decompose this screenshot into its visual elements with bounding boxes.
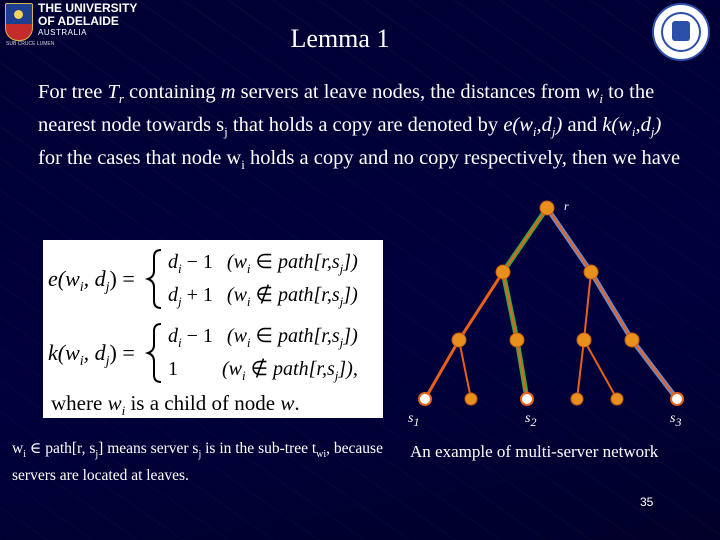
footnote-sub: wi (316, 449, 327, 461)
footnote-sub: i (23, 449, 26, 461)
tree-node-root (540, 201, 554, 215)
para-k-function: k(w (602, 114, 632, 137)
tree-node (584, 265, 598, 279)
para-w-sub: i (599, 91, 603, 107)
footnote-part: is in the sub-tree t (201, 440, 317, 457)
tree-label-s2: s2 (525, 411, 537, 429)
footnote-part: , because servers are located at leaves. (12, 440, 383, 485)
tree-node (510, 333, 524, 347)
para-text: ,d (536, 114, 552, 137)
footnote-sub: j (198, 449, 202, 461)
tree-node (625, 333, 639, 347)
para-tree-symbol: T (107, 81, 119, 103)
para-text: holds a copy and no copy respectively, then we have (244, 147, 681, 170)
tree-node (452, 333, 466, 347)
footnote-part: ∈ path[r, s (25, 440, 96, 457)
university-name-line2: OF ADELAIDE (38, 14, 119, 28)
para-sub: i (631, 124, 636, 140)
edge-right-rightchild (591, 272, 632, 340)
formula-where-line: where $w_i$ is a child of node w. (51, 391, 300, 418)
formula-k-row2: 1 ($w_i$ ∉ $path[r,s_j]$), (168, 358, 358, 383)
para-text: ) (654, 114, 662, 137)
para-e-function: e(w (503, 114, 533, 137)
para-text: and (562, 114, 603, 137)
tree-node (577, 333, 591, 347)
tree-leaf-server-s1 (419, 393, 431, 405)
para-sub: i (532, 124, 537, 140)
para-tree-sub: r (118, 91, 124, 107)
tree-label-root: r (564, 199, 569, 213)
slide-title: Lemma 1 (290, 24, 390, 53)
para-sub: j (650, 124, 655, 140)
footnote-part: w (12, 440, 24, 457)
tree-leaf (465, 393, 477, 405)
edge-leaf (577, 340, 584, 399)
edge-leaf (517, 340, 527, 399)
university-name-line1: THE UNIVERSITY (38, 1, 138, 15)
university-name-line3: AUSTRALIA (38, 28, 87, 37)
para-m-symbol: m (220, 81, 236, 103)
tree-leaf (571, 393, 583, 405)
para-text: servers at leave nodes, the distances from (235, 81, 586, 103)
para-sub: j (551, 124, 556, 140)
para-text: to the nearest node towards s (38, 81, 655, 137)
tree-leaf-server-s2 (521, 393, 533, 405)
formula-e-row2: $d_j + 1$ ($w_i$ ∉ $path[r,s_j]$) (168, 284, 358, 309)
edge-left-leftchild (459, 272, 503, 340)
formula-k-row1: $d_i - 1$ ($w_i$ ∈ $path[r,s_j]$) (168, 325, 358, 350)
diagram-caption: An example of multi-server network (410, 442, 659, 461)
tree-leaf-server-s3 (671, 393, 683, 405)
tree-label-s3: s3 (670, 411, 682, 429)
formula-e-row1: $d_i - 1$ ($w_i$ ∈ $path[r,s_j]$) (168, 251, 358, 276)
edge-leaf (584, 340, 617, 399)
formula-e-lhs: $e(w_i$, $d_j$) = (48, 266, 135, 295)
tree-node (496, 265, 510, 279)
edge-right-leftchild (584, 272, 591, 340)
footnote-part: ] means server s (98, 440, 199, 457)
para-w-symbol: w (585, 81, 600, 103)
para-text: that holds a copy are denoted by (227, 114, 504, 137)
edge-root-left (503, 208, 547, 272)
edge-left-midchild (503, 272, 517, 340)
edge-leaf (459, 340, 471, 399)
university-tagline: SUB CRUCE LUMEN (6, 41, 55, 47)
edge-to-s1 (425, 340, 459, 399)
para-text: For tree (38, 81, 108, 103)
para-text: for the cases that node w (38, 147, 242, 170)
edge-root-right (547, 208, 591, 272)
tree-leaf (611, 393, 623, 405)
edge-to-s3 (632, 340, 677, 399)
footnote-text (12, 438, 384, 486)
tree-label-s1: s1 (408, 411, 420, 429)
para-s-sub: j (224, 124, 228, 140)
para-text: ,d (635, 114, 651, 137)
page-number: 35 (640, 495, 654, 509)
para-text: ) (555, 114, 563, 137)
footnote-sub: j (95, 449, 99, 461)
para-sub: i (241, 157, 245, 173)
formula-k-lhs: $k(w_i$, $d_j$) = (48, 340, 135, 369)
para-text: containing (123, 81, 221, 103)
